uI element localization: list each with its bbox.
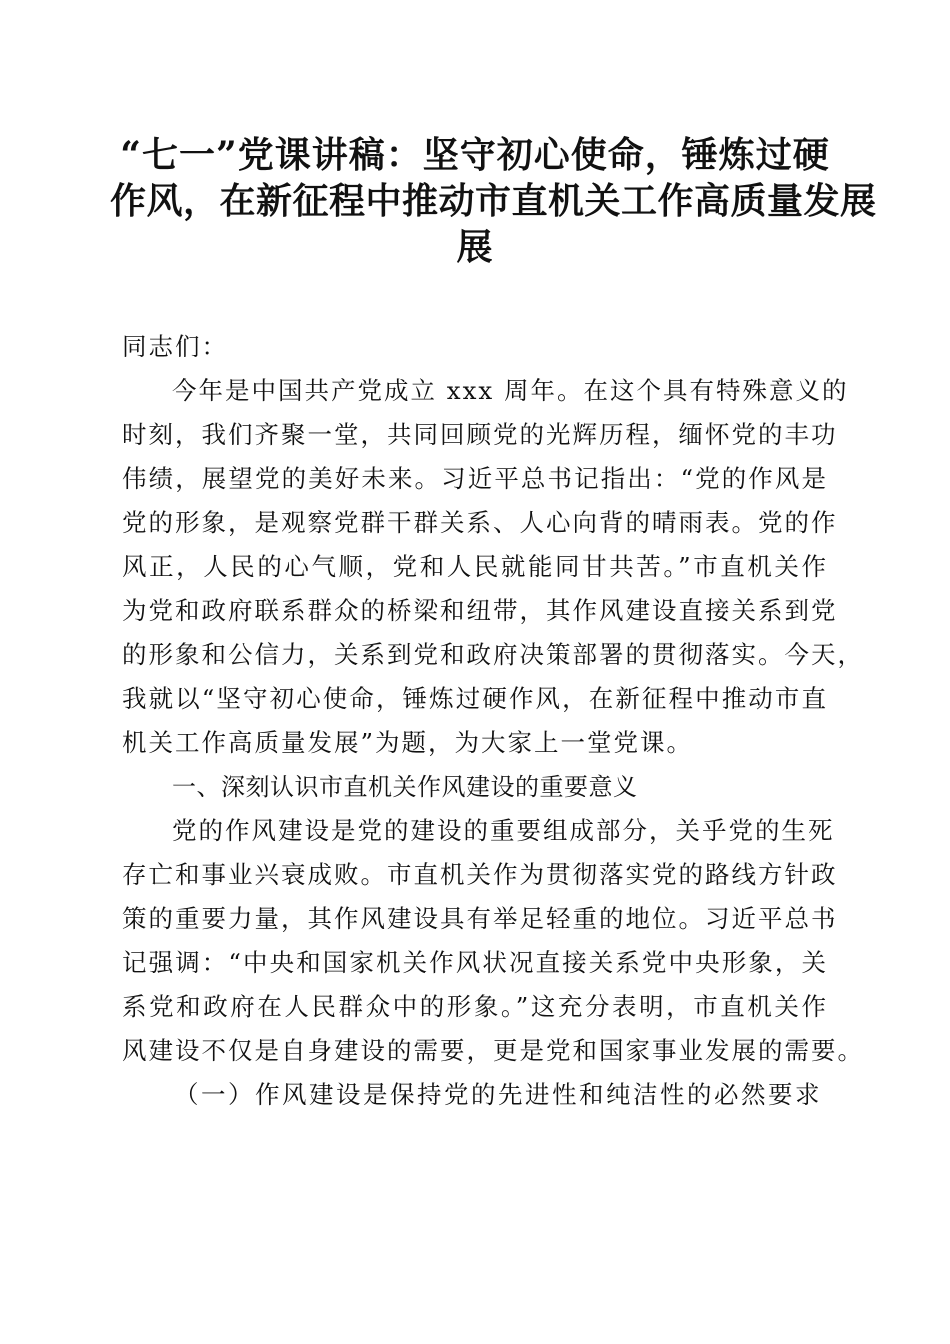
- document-title: [110, 132, 877, 270]
- intro-paragraph: [122, 369, 864, 765]
- paragraph-line: 存亡和事业兴衰成败。市直机关作为贯彻落实党的路线方针政: [122, 860, 838, 889]
- paragraph-line: 策的重要力量，其作风建设具有举足轻重的地位。习近平总书: [122, 904, 838, 933]
- paragraph-line: 党的形象，是观察党群干群关系、人心向背的晴雨表。党的作: [122, 508, 838, 537]
- section1-paragraph: [122, 809, 864, 1073]
- salutation: 同志们：: [122, 332, 228, 361]
- paragraph-line: 伟绩，展望党的美好未来。习近平总书记指出：“党的作风是: [122, 464, 828, 493]
- paragraph-line: 我就以“坚守初心使命，锤炼过硬作风，在新征程中推动市直: [122, 684, 828, 713]
- title-line-1: “七一”党课讲稿：坚守初心使命，锤炼过硬: [120, 134, 830, 176]
- paragraph-line: 机关工作高质量发展”为题，为大家上一堂党课。: [122, 728, 694, 757]
- title-line-2: 作风，在新征程中推动市直机关工作高质量发展: [110, 180, 877, 222]
- paragraph-line: 记强调：“中央和国家机关作风状况直接关系党中央形象，关: [122, 948, 828, 977]
- paragraph-line: 的形象和公信力，关系到党和政府决策部署的贯彻落实。今天，: [122, 640, 864, 669]
- paragraph-line: 党的作风建设是党的建设的重要组成部分，关乎党的生死: [172, 816, 835, 845]
- paragraph-line: 时刻，我们齐聚一堂，共同回顾党的光辉历程，缅怀党的丰功: [122, 420, 838, 449]
- paragraph-line: 风正，人民的心气顺，党和人民就能同甘共苦。”市直机关作: [122, 552, 828, 581]
- paragraph-line: 为党和政府联系群众的桥梁和纽带，其作风建设直接关系到党: [122, 596, 838, 625]
- section-heading: 一、深刻认识市直机关作风建设的重要意义: [172, 773, 638, 801]
- paragraph-line: 系党和政府在人民群众中的形象。”这充分表明，市直机关作: [122, 992, 828, 1021]
- paragraph-line: 今年是中国共产党成立 xxx 周年。在这个具有特殊意义的: [172, 376, 849, 405]
- title-line-3: 展: [456, 226, 494, 268]
- document-body: [122, 325, 864, 1117]
- subsection-heading: （一）作风建设是保持党的先进性和纯洁性的必然要求: [174, 1080, 822, 1109]
- paragraph-line: 风建设不仅是自身建设的需要，更是党和国家事业发展的需要。: [122, 1036, 864, 1065]
